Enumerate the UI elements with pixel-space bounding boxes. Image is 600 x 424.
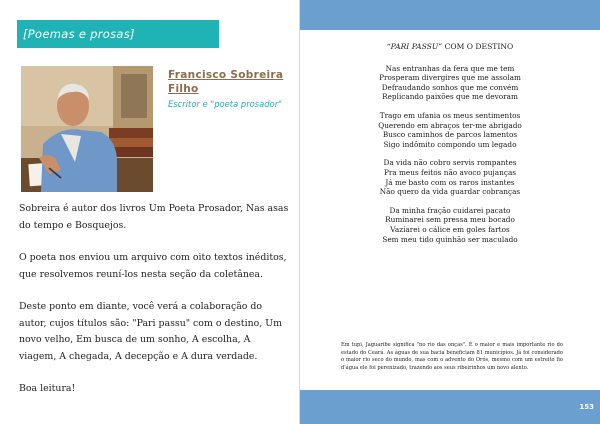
stanza — [328, 206, 572, 244]
poem — [328, 42, 572, 253]
verse: Da vida não cobro servis rompantes — [383, 158, 517, 168]
verse: Não quero da vida guardar cobranças — [379, 187, 521, 197]
verse: Replicando paixões que me devoram — [382, 92, 518, 102]
left-page — [0, 0, 299, 424]
verse: Busco caminhos de parcos lamentos — [382, 130, 518, 140]
verse: Da minha fração cuidarei pacato — [389, 205, 511, 215]
footnote: Em tupi, Jaguaribe significa "no rio das onças". É o maior e mais importante rio do estado do Ceará. As águas de sua bacia beneficiam 81 municípios. Já foi considerado o maior rio seco do mundo, mas com o advento do Orós, mesmo com um estreito fio d'água ele foi perenizado, trazendo aos seus ribeirinhos um novo alento. — [341, 342, 563, 371]
verse: Já me basto com os raros instantes — [385, 177, 515, 187]
verse: Pra meus feitos não avoco pujanças — [383, 167, 517, 177]
verse: Sem meu tido quinhão ser maculado — [382, 234, 518, 244]
right-page — [300, 0, 600, 424]
stanza — [328, 111, 572, 149]
poem-title-italic: “PARI PASSU” — [386, 42, 443, 51]
poem-title — [328, 42, 572, 52]
verse: Querendo em abraços ter-me abrigado — [378, 120, 522, 130]
verse: Sigo indômito compondo um legado — [383, 139, 517, 149]
author-role: Escritor e "poeta prosador" — [168, 99, 282, 109]
author-name: Francisco Sobreira Filho — [168, 69, 284, 95]
author-photo — [21, 66, 153, 192]
intro-paragraph: O poeta nos enviou um arquivo com oito textos inéditos, que resolvemos reuní-los nesta seção da coletânea. — [19, 252, 287, 280]
stanza — [328, 158, 572, 196]
intro-text — [19, 201, 289, 414]
poem-title-rest: COM O DESTINO — [442, 42, 514, 51]
intro-paragraph: Sobreira é autor dos livros Um Poeta Prosador, Nas asas do tempo e Bosquejos. — [19, 203, 289, 231]
intro-paragraph: Deste ponto em diante, você verá a colaboração do autor, cujos títulos são: "Pari passu" com o destino, Um novo velho, Em busca de um sonho, A escolha, A viagem, A chegada, A decepção e A dura verdade. — [19, 301, 283, 362]
verse: Defraudando sonhos que me convém — [381, 82, 519, 92]
verse: Vazíarei o cálice em goles fartos — [390, 224, 510, 234]
verse: Nas entranhas da fera que me tem — [385, 63, 515, 73]
header-band — [300, 0, 600, 30]
stanza — [328, 64, 572, 102]
section-tag: [Poemas e prosas] — [17, 20, 219, 48]
closing-line: Boa leitura! — [19, 383, 76, 394]
author-photo-image — [21, 66, 153, 192]
footer-band — [300, 390, 600, 424]
page-number: 153 — [579, 403, 594, 411]
verse: Trago em ufania os meus sentimentos — [379, 110, 521, 120]
verse: Prosperam divergires que me assolam — [379, 73, 521, 83]
verse: Ruminarei sem pressa meu bocado — [385, 215, 515, 225]
